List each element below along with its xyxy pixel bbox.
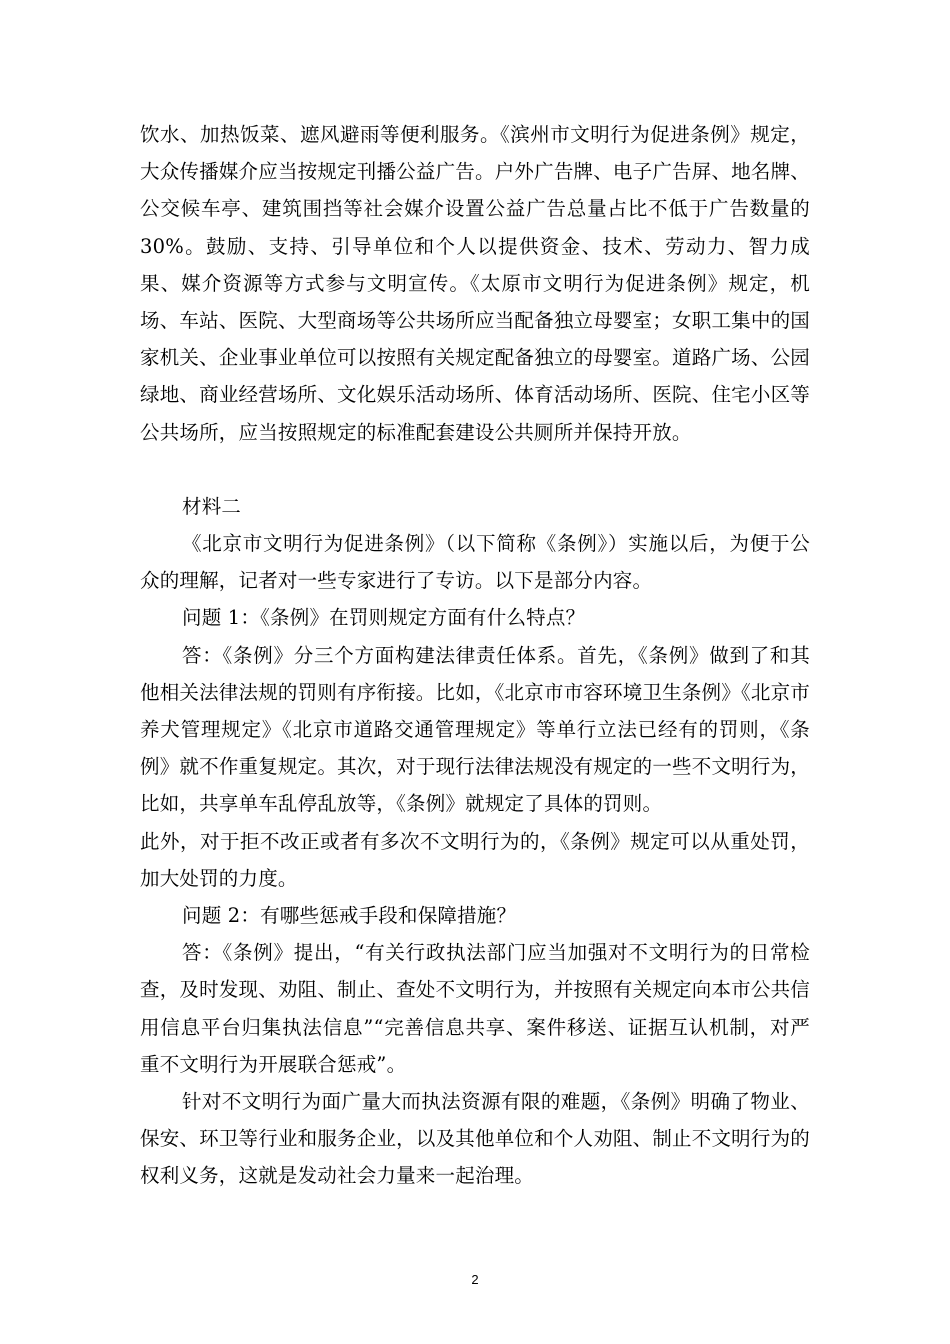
section-intro-paragraph: 《北京市文明行为促进条例》（以下简称《条例》）实施以后，为便于公众的理解，记者对一些专家进行了专访。以下是部分内容。 [140, 532, 810, 593]
answer-1-continuation: 此外，对于拒不改正或者有多次不文明行为的，《条例》规定可以从重处罚，加大处罚的力度。 [140, 829, 810, 890]
question-2: 问题 2：有哪些惩戒手段和保障措施？ [182, 904, 517, 928]
section-spacer [140, 451, 810, 488]
page-number: 2 [471, 1272, 479, 1287]
paragraph-intro: 饮水、加热饭菜、遮风避雨等便利服务。《滨州市文明行为促进条例》规定，大众传播媒介应当按规定刊播公益广告。户外广告牌、电子广告屏、地名牌、公交候车亭、建筑围挡等社会媒介设置公益广告总量占比不低于广告数量的 30%。鼓励、支持、引导单位和个人以提供资金、技术、劳动力、智力成果、媒介资源等方式参与文明宣传。《太原市文明行为促进条例》规定，机场、车站、医院、大型商场等公共场所应当配备独立母婴室；女职工集中的国家机关、企业事业单位可以按照有关规定配备独立的母婴室。道路广场、公园绿地、商业经营场所、文化娱乐活动场所、体育活动场所、医院、住宅小区等公共场所，应当按照规定的标准配套建设公共厕所并保持开放。 [140, 123, 810, 444]
question-1: 问题 1：《条例》在罚则规定方面有什么特点？ [182, 606, 586, 630]
answer-2-continuation: 针对不文明行为面广量大而执法资源有限的难题，《条例》明确了物业、保安、环卫等行业和服务企业，以及其他单位和个人劝阻、制止不文明行为的权利义务，这就是发动社会力量来一起治理。 [140, 1090, 810, 1188]
section-heading: 材料二 [182, 494, 242, 518]
answer-2: 答：《条例》提出，“有关行政执法部门应当加强对不文明行为的日常检查，及时发现、劝阻、制止、查处不文明行为，并按照有关规定向本市公共信用信息平台归集执法信息”“完善信息共享、案件移送、证据互认机制，对严重不文明行为开展联合惩戒”。 [140, 941, 810, 1076]
document-body [140, 116, 810, 1195]
answer-1: 答：《条例》分三个方面构建法律责任体系。首先，《条例》做到了和其他相关法律法规的罚则有序衔接。比如，《北京市市容环境卫生条例》《北京市养犬管理规定》《北京市道路交通管理规定》等单行立法已经有的罚则，《条例》就不作重复规定。其次，对于现行法律法规没有规定的一些不文明行为，比如，共享单车乱停乱放等，《条例》就规定了具体的罚则。 [140, 643, 811, 816]
